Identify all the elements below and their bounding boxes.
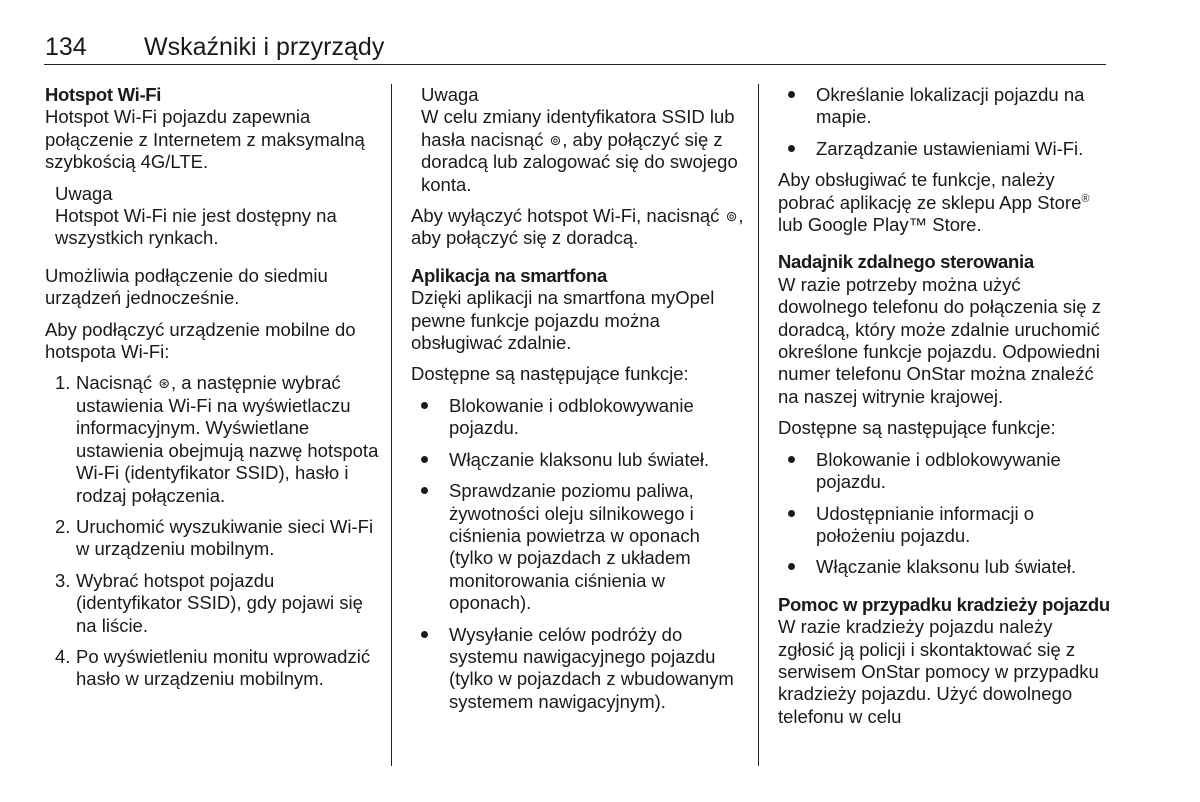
onstar-icon: ⊚	[549, 131, 562, 148]
bullet-icon	[788, 91, 795, 98]
column-divider-1	[391, 84, 392, 766]
note-title: Uwaga	[55, 182, 113, 204]
note-text: W celu zmiany identyfikatora SSID lub hasła nacisnąć ⊚, aby połączyć się z doradcą lub zalogować się do swojego konta.	[421, 106, 738, 195]
paragraph-connect: Aby podłączyć urządzenie mobilne do hotspota Wi-Fi:	[45, 318, 356, 363]
step-number: 4.	[55, 645, 71, 667]
column-divider-2	[758, 84, 759, 766]
paragraph-disable-hotspot: Aby wyłączyć hotspot Wi-Fi, nacisnąć ⊚, aby połączyć się z doradcą.	[411, 205, 744, 249]
remote-functions-list	[778, 449, 1112, 579]
paragraph-download-app: Aby obsługiwać te funkcje, należy pobrać aplikację ze sklepu App Store® lub Google Play™ Store.	[778, 169, 1090, 236]
column-3	[778, 84, 1112, 728]
list-item: Wysyłanie celów podróży do systemu nawigacyjnego pojazdu (tylko w pojazdach z wbudowanym systemem nawigacyjnym).	[411, 624, 744, 714]
step-text-after: , a następnie wybrać ustawienia Wi-Fi na wyświetlaczu informacyjnym. Wyświetlane ustawienia obejmują nazwę hotspota Wi-Fi (identyfikator SSID), hasło i rodzaj połączenia.	[76, 372, 379, 506]
paragraph-remote: W razie potrzeby można użyć dowolnego telefonu do połączenia się z doradcą, który może zdalnie uruchomić określone funkcje pojazdu. Odpowiedni numer telefonu OnStar można znaleźć na naszej witrynie krajowej.	[778, 273, 1101, 407]
step-text: Wybrać hotspot pojazdu (identyfikator SSID), gdy pojawi się na liście.	[76, 569, 363, 636]
list-item: Blokowanie i odblokowywanie pojazdu.	[411, 395, 744, 440]
steps-list	[45, 372, 380, 690]
bullet-icon	[788, 510, 795, 517]
note-title: Uwaga	[421, 84, 479, 105]
bullet-icon	[788, 145, 795, 152]
column-1	[45, 84, 380, 691]
hotspot-intro: Hotspot Wi-Fi pojazdu zapewnia połączenie z Internetem z maksymalną szybkością 4G/LTE.	[45, 106, 365, 173]
bullet-icon	[421, 456, 428, 463]
bullet-icon	[788, 563, 795, 570]
step-number: 3.	[55, 569, 71, 591]
bullet-icon	[421, 631, 428, 638]
section-heading-remote: Nadajnik zdalnego sterowania	[778, 251, 1034, 273]
paragraph-devices: Umożliwia podłączenie do siedmiu urządzeń jednocześnie.	[45, 264, 328, 309]
list-item	[45, 570, 380, 637]
step-text-before: Nacisnąć	[76, 372, 158, 394]
header-rule	[44, 64, 1106, 65]
list-item: Włączanie klaksonu lub świateł.	[411, 449, 744, 471]
step-text: Po wyświetleniu monitu wprowadzić hasło w urządzeniu mobilnym.	[76, 645, 371, 690]
note-box	[421, 84, 744, 196]
list-item: Włączanie klaksonu lub świateł.	[778, 556, 1112, 578]
step-number: 1.	[55, 372, 71, 394]
paragraph-theft: W razie kradzieży pojazdu należy zgłosić ją policji i skontaktować się z serwisem OnStar pomocy w przypadku kradzieży pojazdu. Użyć dowolnego telefonu w celu	[778, 616, 1099, 727]
list-item: Sprawdzanie poziomu paliwa, żywotności oleju silnikowego i ciśnienia powietrza w oponach (tylko w pojazdach z układem monitorowania ciśnienia w oponach).	[411, 480, 744, 614]
list-item	[45, 646, 380, 691]
section-heading-app: Aplikacja na smartfona	[411, 264, 607, 286]
list-item: Udostępnianie informacji o położeniu pojazdu.	[778, 503, 1112, 548]
step-number: 2.	[55, 515, 71, 537]
list-item: Blokowanie i odblokowywanie pojazdu.	[778, 449, 1112, 494]
paragraph-app-intro: Dzięki aplikacji na smartfona myOpel pewne funkcje pojazdu można obsługiwać zdalnie.	[411, 287, 715, 354]
list-item	[45, 516, 380, 561]
section-heading-theft: Pomoc w przypadku kradzieży pojazdu	[778, 593, 1110, 615]
app-functions-list-continued	[778, 84, 1112, 160]
step-text: Uruchomić wyszukiwanie sieci Wi-Fi w urządzeniu mobilnym.	[76, 515, 374, 560]
wifi-settings-icon: ⊛	[158, 375, 170, 392]
paragraph-functions: Dostępne są następujące funkcje:	[778, 417, 1056, 439]
paragraph-functions: Dostępne są następujące funkcje:	[411, 363, 689, 385]
bullet-icon	[421, 402, 428, 409]
section-heading-hotspot: Hotspot Wi-Fi	[45, 84, 162, 105]
column-2	[411, 84, 744, 713]
bullet-icon	[421, 487, 428, 494]
app-functions-list	[411, 395, 744, 713]
bullet-icon	[788, 456, 795, 463]
list-item: Określanie lokalizacji pojazdu na mapie.	[778, 84, 1112, 129]
page-number: 134	[45, 33, 87, 61]
page-title: Wskaźniki i przyrządy	[144, 33, 385, 61]
onstar-icon: ⊚	[725, 208, 738, 225]
note-box	[55, 183, 380, 250]
list-item	[45, 372, 380, 506]
note-text: Hotspot Wi-Fi nie jest dostępny na wszystkich rynkach.	[55, 205, 337, 249]
list-item: Zarządzanie ustawieniami Wi-Fi.	[778, 138, 1112, 160]
